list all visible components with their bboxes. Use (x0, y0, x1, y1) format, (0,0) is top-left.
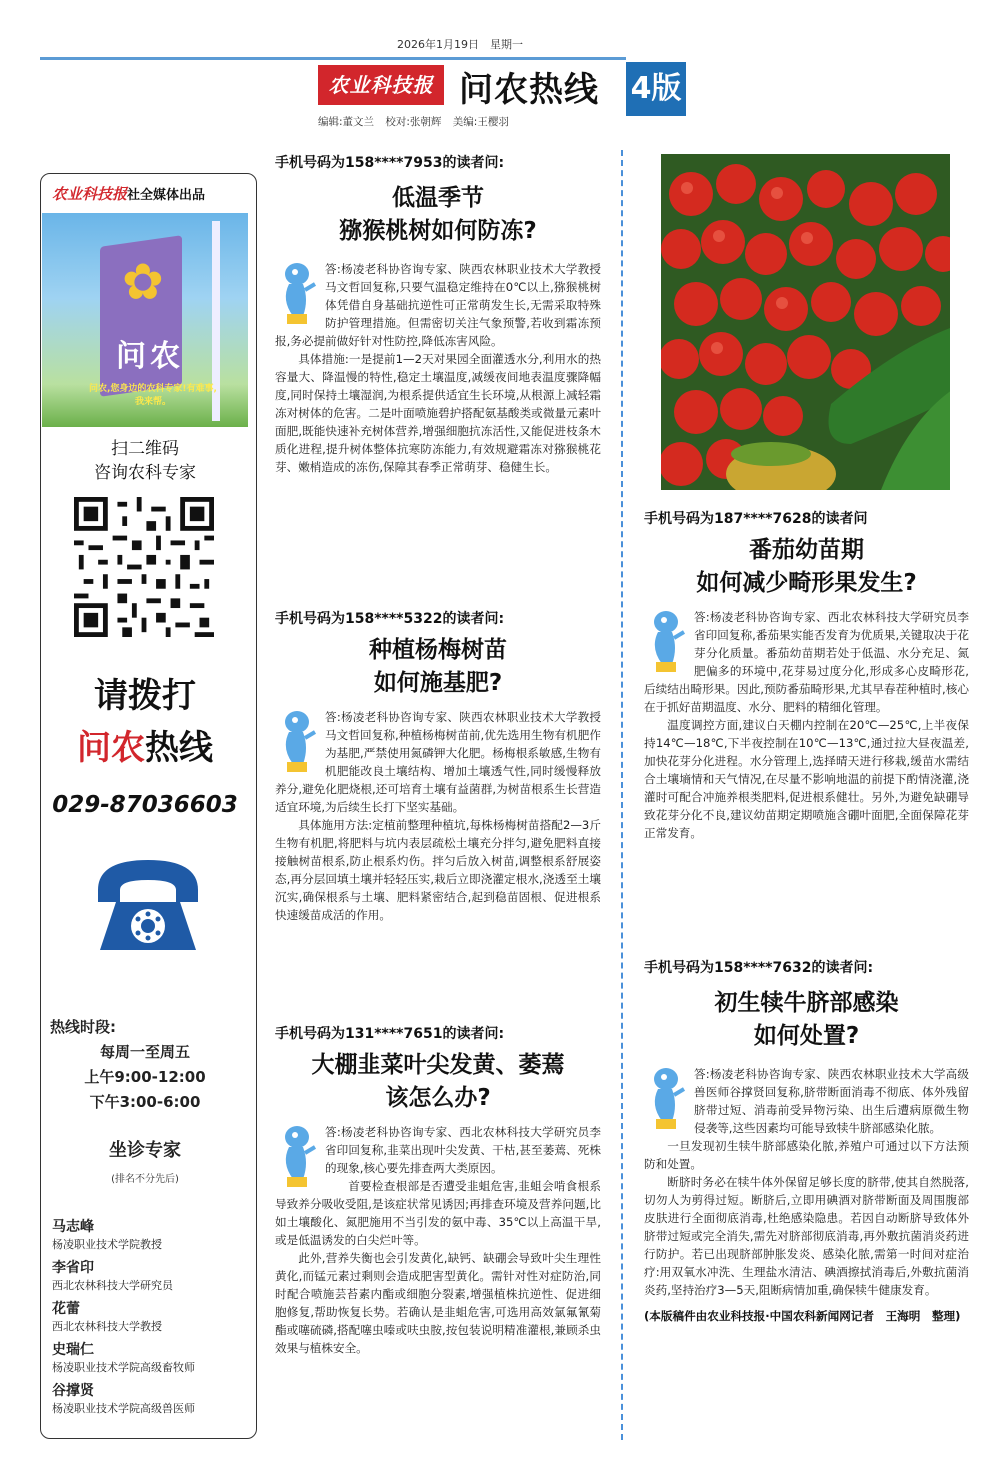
article-answer: 答:杨凌老科协咨询专家、陕西农林职业技术大学教授马文哲回复称,种植杨梅树苗前,优先选用生物有机肥作为基肥,严禁使用氮磷钾大化肥。杨梅根系敏感,生物有机肥能改良土壤结构、增加土壤透气性,同时缓慢释放养分,避免化肥烧根,还可培育土壤有益菌群,为树苗根系生长营造适宜环境,为后续生长打下坚实基础。 (275, 710, 601, 814)
expert-title: 西北农林科技大学研究员 (52, 1279, 173, 1292)
expert-entry (52, 1298, 162, 1334)
section-title: 问农热线 (459, 70, 599, 110)
headline-line-1: 低温季节 (392, 185, 484, 211)
mascot-icon (275, 1123, 317, 1191)
issue-date: 2026年1月19日 星期一 (397, 38, 523, 51)
article-paragraph: 具体施用方法:定植前整理种植坑,每株杨梅树苗搭配2—3斤生物有机肥,将肥料与坑内表层疏松土壤充分拌匀,避免肥料直接接触树苗根系,防止根系灼伤。拌匀后放入树苗,调整根系舒展姿态,再分层回填土壤并轻轻压实,栽后立即浇灌定根水,浇透至土壤沉实,确保根系与土壤、肥料紧密结合,起到稳苗固根、促进根系快速缓苗成活的作用。 (275, 818, 601, 922)
expert-title: 杨凌职业技术学院高级兽医师 (52, 1402, 195, 1415)
qr-code-icon[interactable] (74, 497, 214, 637)
hotline-hours-title: 热线时段: (50, 1018, 116, 1036)
expert-title: 杨凌职业技术学院高级畜牧师 (52, 1361, 195, 1374)
experts-note: (排名不分先后) (111, 1174, 179, 1185)
expert-name: 马志峰 (52, 1219, 94, 1235)
hotline-hours (42, 1040, 248, 1115)
expert-name: 李省印 (52, 1260, 94, 1276)
headline-line-1: 初生犊牛脐部感染 (714, 990, 899, 1016)
expert-name: 谷撑贤 (52, 1383, 94, 1399)
hotline-name-red: 问农 (77, 728, 145, 768)
article-headline (275, 634, 601, 700)
article-answer: 答:杨凌老科协咨询专家、陕西农林职业技术大学高级兽医师谷撑贤回复称,脐带断面消毒不彻底、体外残留脐带过短、消毒前受异物污染、出生后遭病原微生物侵袭等,这些因素均可能导致犊牛脐部感染化脓。 (694, 1067, 969, 1135)
sidebar-brand-text: 社全媒体出品 (127, 188, 206, 203)
expert-entry (52, 1380, 195, 1416)
telephone-icon (88, 850, 208, 960)
editors-line (318, 114, 517, 129)
article-body (275, 1123, 601, 1357)
designer-credit: 美编:王樱羽 (452, 116, 509, 128)
article-headline (644, 534, 969, 600)
article-body (275, 260, 601, 476)
headline-line-2: 如何处置? (753, 1023, 860, 1049)
expert-entry (52, 1257, 173, 1293)
article-headline (644, 987, 969, 1053)
column-divider (621, 150, 623, 1440)
experts-title: 坐诊专家 (109, 1140, 181, 1161)
hotline-name (42, 720, 248, 769)
reader-question: 手机号码为158****7632的读者问: (644, 960, 874, 976)
wennong-poster (42, 213, 248, 427)
hours-morning: 上午9:00-12:00 (84, 1068, 206, 1086)
article-paragraph: 首要检查根部是否遭受韭蛆危害,韭蛆会啃食根系导致养分吸收受阻,是该症状常见诱因;再排查环境及营养问题,比如土壤酸化、氮肥施用不当引发的氨中毒、35℃以上高温干旱,或是低温诱发的白尖烂叶等。 (275, 1179, 601, 1247)
article-paragraph: 此外,营养失衡也会引发黄化,缺钙、缺硼会导致叶尖生理性黄化,而锰元素过剩则会造成肥害型黄化。需针对性对症防治,同时配合喷施芸苔素内酯或细胞分裂素,增强植株抗逆性、促进细胞修复,帮助恢复长势。若确认是韭蛆危害,可选用高效氯氟氰菊酯或噻硫磷,搭配噻虫嗪或呋虫胺,按包装说明精准灌根,兼顾杀虫效果与植株安全。 (275, 1251, 601, 1355)
sidebar-brand-logo: 农业科技报 (52, 185, 128, 203)
sidebar-brand (52, 183, 205, 204)
headline-line-2: 如何施基肥? (373, 670, 503, 696)
hours-days: 每周一至周五 (99, 1043, 190, 1061)
expert-name: 花蕾 (52, 1301, 80, 1317)
article-leek (275, 1023, 601, 1357)
wheat-icon: ✿ (122, 253, 164, 311)
call-prompt: 请拨打 (94, 676, 196, 716)
article-paragraph: 具体措施:一是提前1—2天对果园全面灌透水分,利用水的热容量大、降温慢的特性,稳定土壤温度,减缓夜间地表温度骤降幅度,同时保持土壤湿润,为根系提供适宜生长环境,从根源上减轻霜冻对树体的危害。二是叶面喷施碧护搭配氨基酸类或微量元素叶面肥,既能快速补充树体营养,增强细胞抗冻活性,又能促进枝条木质化进程,提升树体整体抗寒防冻能力,有效规避霜冻对猕猴桃花芽、嫩梢造成的冻伤,保障其春季正常萌芽、稳健生长。 (275, 352, 601, 474)
page-number-badge: 4版 (626, 62, 686, 116)
article-kiwi (275, 152, 601, 476)
article-headline (275, 1049, 601, 1115)
article-tomato (644, 508, 969, 842)
article-paragraph: 一旦发现初生犊牛脐部感染化脓,养殖户可通过以下方法预防和处置。 (644, 1139, 969, 1171)
hours-afternoon: 下午3:00-6:00 (89, 1093, 201, 1111)
article-bayberry (275, 608, 601, 924)
headline-line-2: 如何减少畸形果发生? (696, 570, 917, 596)
reader-question: 手机号码为158****7953的读者问: (275, 155, 505, 171)
hotline-phone-number[interactable]: 029-87036603 (52, 792, 238, 818)
expert-name: 史瑞仁 (52, 1342, 94, 1358)
article-paragraph: 断脐时务必在犊牛体外保留足够长度的脐带,使其自然脱落,切勿人为剪得过短。断脐后,立即用碘酒对脐带断面及周围腹部皮肤进行全面彻底消毒,杜绝感染隐患。若因自动断脐导致体外脐带过短或完全消失,需先对脐部彻底消毒,再外敷抗菌消炎药进行防护。若已出现脐部肿胀发炎、感染化脓,需第一时间对症治疗:用双氧水冲洗、生理盐水清洁、碘酒擦拭消毒后,外敷抗菌消炎药,坚持治疗3—5天,阻断病情加重,确保犊牛健康发育。 (644, 1175, 969, 1297)
mascot-icon (275, 708, 317, 776)
reader-question: 手机号码为131****7651的读者问: (275, 1026, 505, 1042)
expert-title: 杨凌职业技术学院教授 (52, 1238, 162, 1251)
reader-question: 手机号码为187****7628的读者问 (644, 511, 868, 527)
article-answer: 答:杨凌老科协咨询专家、西北农林科技大学研究员李省印回复称,韭菜出现叶尖发黄、干枯,甚至萎蔫、死株的现象,核心要先排查两大类原因。 (325, 1125, 601, 1175)
article-answer: 答:杨凌老科协咨询专家、西北农林科技大学研究员李省印回复称,番茄果实能否发育为优质果,关键取决于花芽分化质量。番茄幼苗期若处于低温、水分充足、氮肥偏多的环境中,花芽易过度分化,形成多心皮畸形花,后续结出畸形果。因此,预防番茄畸形果,尤其早春茬种植时,核心在于抓好苗期温度、水分、肥料的精细化管理。 (644, 610, 969, 714)
mascot-icon (275, 260, 317, 328)
headline-line-1: 番茄幼苗期 (749, 537, 864, 563)
mascot-icon (644, 608, 686, 676)
headline-line-2: 猕猴桃树如何防冻? (339, 218, 537, 244)
article-answer: 答:杨凌老科协咨询专家、陕西农林职业技术大学教授马文哲回复称,只要气温稳定维持在0℃以上,猕猴桃树体凭借自身基础抗逆性可正常萌发生长,无需采取特殊防护管理措施。但需密切关注气象预警,若收到霜冻预报,务必提前做好针对性防控,降低冻害风险。 (275, 262, 601, 348)
headline-line-1: 大棚韭菜叶尖发黄、萎蔫 (311, 1052, 565, 1078)
headline-line-1: 种植杨梅树苗 (369, 637, 507, 663)
hotline-name-rest: 热线 (145, 728, 213, 768)
article-body (644, 608, 969, 842)
tomato-cucumber-photo (661, 154, 950, 490)
scan-instructions (42, 437, 248, 485)
expert-title: 西北农林科技大学教授 (52, 1320, 162, 1333)
poster-title: 问农 (116, 339, 184, 374)
expert-entry (52, 1339, 195, 1375)
proofreader-credit: 校对:张朝辉 (385, 116, 442, 128)
editor-credit: 编辑:董文兰 (318, 116, 375, 128)
article-body (644, 1065, 969, 1299)
article-body (275, 708, 601, 924)
scan-line-2: 咨询农科专家 (94, 463, 196, 483)
article-paragraph: 温度调控方面,建议白天棚内控制在20℃—25℃,上半夜保持14℃—18℃,下半夜控制在10℃—13℃,通过拉大昼夜温差,加快花芽分化进程。水分管理上,选择晴天进行移栽,缓苗水需结合土壤墒情和天气情况,在尽量不影响地温的前提下酌情浇灌,浇灌时可配合冲施养根类肥料,促进根系健壮。另外,为避免缺硼导致花芽分化不良,建议幼苗期定期喷施含硼叶面肥,全面保障花芽正常发育。 (644, 718, 969, 840)
article-headline (275, 182, 601, 248)
reader-question: 手机号码为158****5322的读者问: (275, 611, 505, 627)
header-rule (40, 57, 626, 60)
scan-line-1: 扫二维码 (111, 439, 179, 459)
mascot-icon (644, 1065, 686, 1133)
masthead-logo: 农业科技报 (318, 65, 444, 105)
page-credit: (本版稿件由农业科技报·中国农科新闻网记者 王海明 整理) (644, 1309, 961, 1323)
poster-slogan: 问农,您身边的农科专家!有难事,我来帮。 (89, 384, 217, 407)
article-calf (644, 957, 969, 1325)
headline-line-2: 该怎么办? (385, 1085, 491, 1111)
expert-entry (52, 1216, 162, 1252)
